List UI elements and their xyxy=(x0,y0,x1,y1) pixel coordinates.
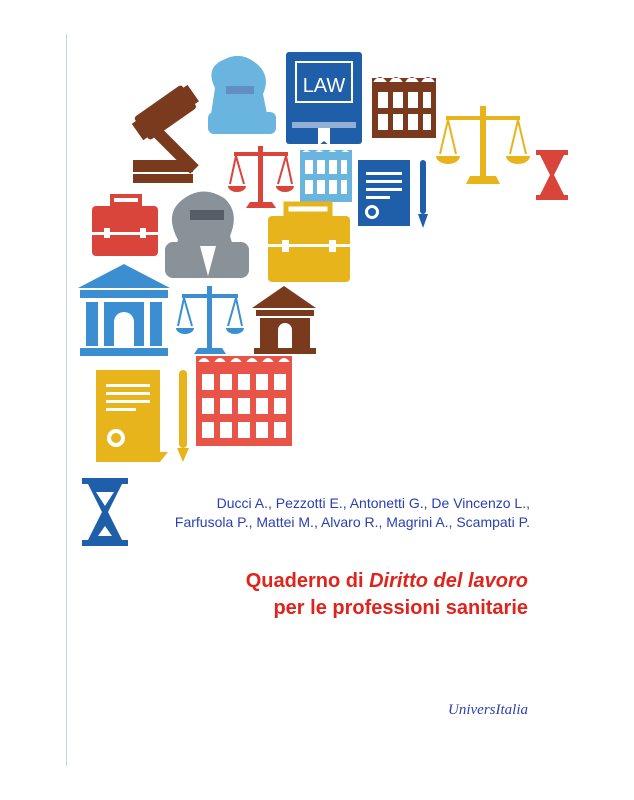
courthouse-arches-icon xyxy=(372,77,436,138)
hourglass-red-icon xyxy=(536,150,568,200)
document-pen-blue-icon xyxy=(358,160,428,228)
scales-blue-icon xyxy=(176,286,244,354)
law-book-icon xyxy=(286,52,362,146)
gavel-icon xyxy=(129,82,201,183)
briefcase-red-icon xyxy=(92,196,158,256)
authors-line-1: Ducci A., Pezzotti E., Antonetti G., De Vincenzo L., xyxy=(216,495,530,511)
title-prefix: Quaderno di xyxy=(245,570,370,592)
arches-lightblue-icon xyxy=(300,150,352,202)
pen-yellow-icon xyxy=(177,370,189,462)
title-line-1 xyxy=(246,568,528,595)
document-yellow-icon xyxy=(96,370,168,462)
authors xyxy=(175,494,530,532)
judge-gray-icon xyxy=(165,191,249,278)
building-coral-icon xyxy=(196,356,292,446)
book-title xyxy=(246,568,528,622)
temple-brown-icon xyxy=(252,286,316,354)
judge-light-icon xyxy=(208,56,276,134)
publisher: UniversItalia xyxy=(448,702,528,718)
temple-blue-icon xyxy=(78,264,170,356)
briefcase-yellow-icon xyxy=(268,204,350,282)
hourglass-blue-icon xyxy=(82,478,128,546)
title-italic: Diritto del lavoro xyxy=(369,570,528,592)
authors-line-2: Farfusola P., Mattei M., Alvaro R., Magrini A., Scampati P. xyxy=(174,514,530,530)
title-line-2: per le professioni sanitarie xyxy=(273,597,528,619)
scales-yellow-icon xyxy=(436,106,530,184)
scales-red-icon xyxy=(228,146,294,208)
law-book-label: LAW xyxy=(302,75,346,97)
